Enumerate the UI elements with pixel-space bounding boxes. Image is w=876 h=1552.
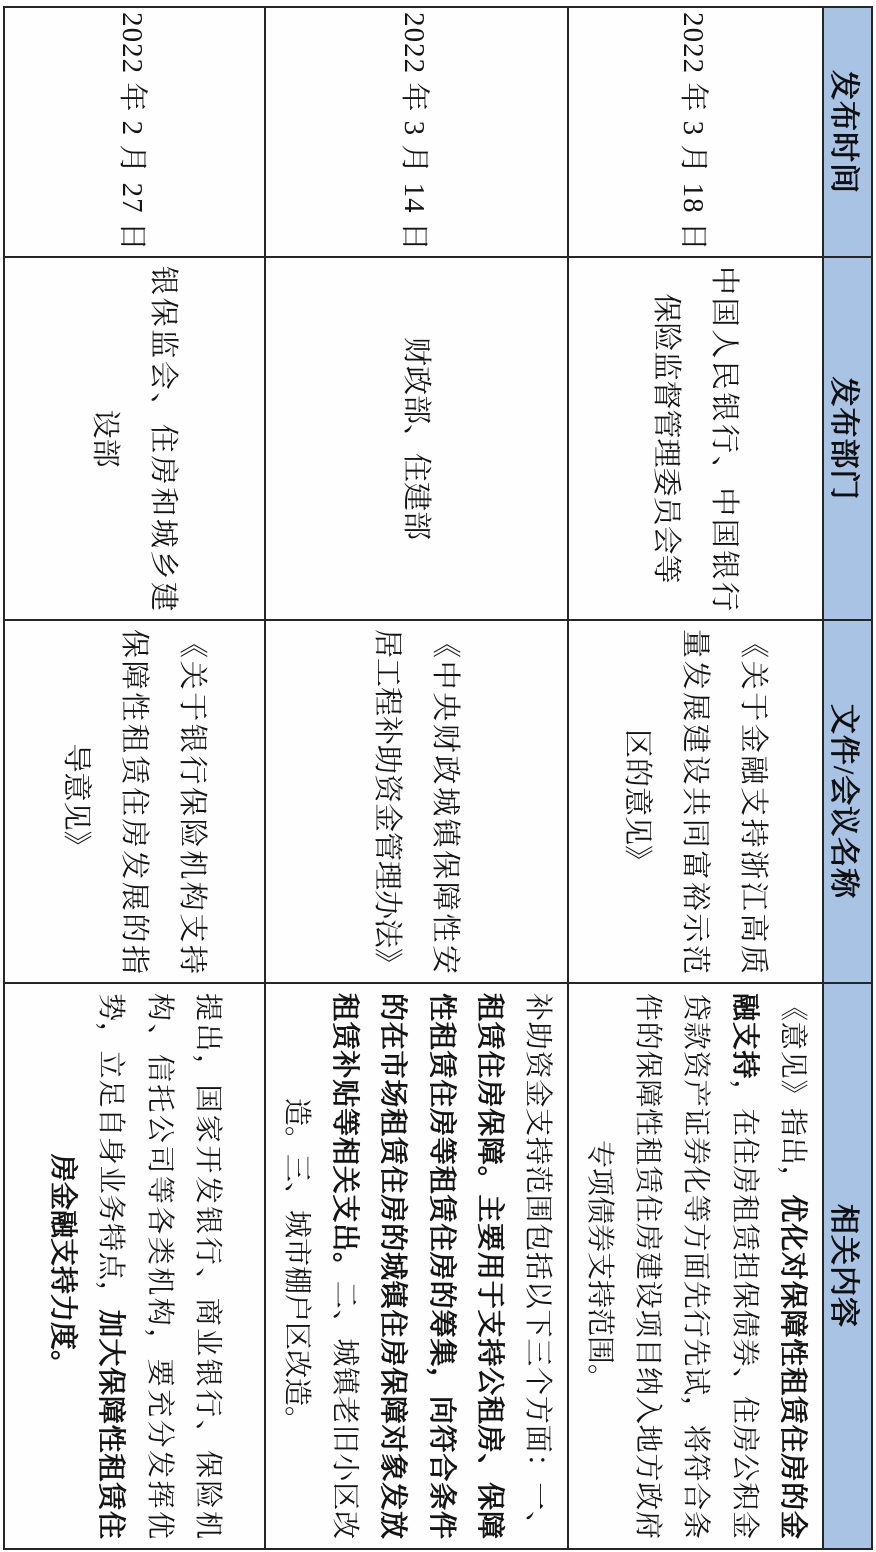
table-row bbox=[568, 7, 823, 1549]
cell-document-row2: 《中央财政城镇保障性安居工程补助资金管理办法》 bbox=[265, 620, 568, 983]
cell-department-row2: 财政部、住建部 bbox=[265, 257, 568, 620]
header-cell-related-content: 相关内容 bbox=[823, 983, 872, 1549]
policy-table bbox=[3, 6, 873, 1550]
cell-time-row2: 2022 年 3 月 14 日 bbox=[265, 7, 568, 257]
cell-department-row3: 银保监会、住房和城乡建设部 bbox=[4, 257, 265, 620]
header-row bbox=[823, 7, 872, 1549]
cell-document-row1: 《关于金融支持浙江高质量发展建设共同富裕示范区的意见》 bbox=[568, 620, 823, 983]
header-cell-document-name: 文件/会议名称 bbox=[823, 620, 872, 983]
table-row bbox=[265, 7, 568, 1549]
header-cell-publish-dept: 发布部门 bbox=[823, 257, 872, 620]
cell-department-row1: 中国人民银行、中国银行保险监督管理委员会等 bbox=[568, 257, 823, 620]
cell-content-row1: 《意见》指出，优化对保障性租赁住房的金融支持，在住房租赁担保债券、住房公积金贷款资产证券化等方面先行先试，将符合条件的保障性租赁住房建设项目纳入地方政府专项债券支持范围。 bbox=[568, 983, 823, 1549]
table-row bbox=[4, 7, 265, 1549]
header-cell-publish-time: 发布时间 bbox=[823, 7, 872, 257]
cell-document-row3: 《关于银行保险机构支持保障性租赁住房发展的指导意见》 bbox=[4, 620, 265, 983]
cell-time-row3: 2022 年 2 月 27 日 bbox=[4, 7, 265, 257]
cell-time-row1: 2022 年 3 月 18 日 bbox=[568, 7, 823, 257]
cell-content-row3: 提出，国家开发银行、商业银行、保险机构、信托公司等各类机构，要充分发挥优势，立足自身业务特点，加大保障性租赁住房金融支持力度。 bbox=[4, 983, 265, 1549]
cell-content-row2: 补助资金支持范围包括以下三个方面：一、租赁住房保障。主要用于支持公租房、保障性租赁住房等租赁住房的筹集，向符合条件的在市场租赁住房的城镇住房保障对象发放租赁补贴等相关支出。二、城镇老旧小区改造。三、城市棚户区改造。 bbox=[265, 983, 568, 1549]
